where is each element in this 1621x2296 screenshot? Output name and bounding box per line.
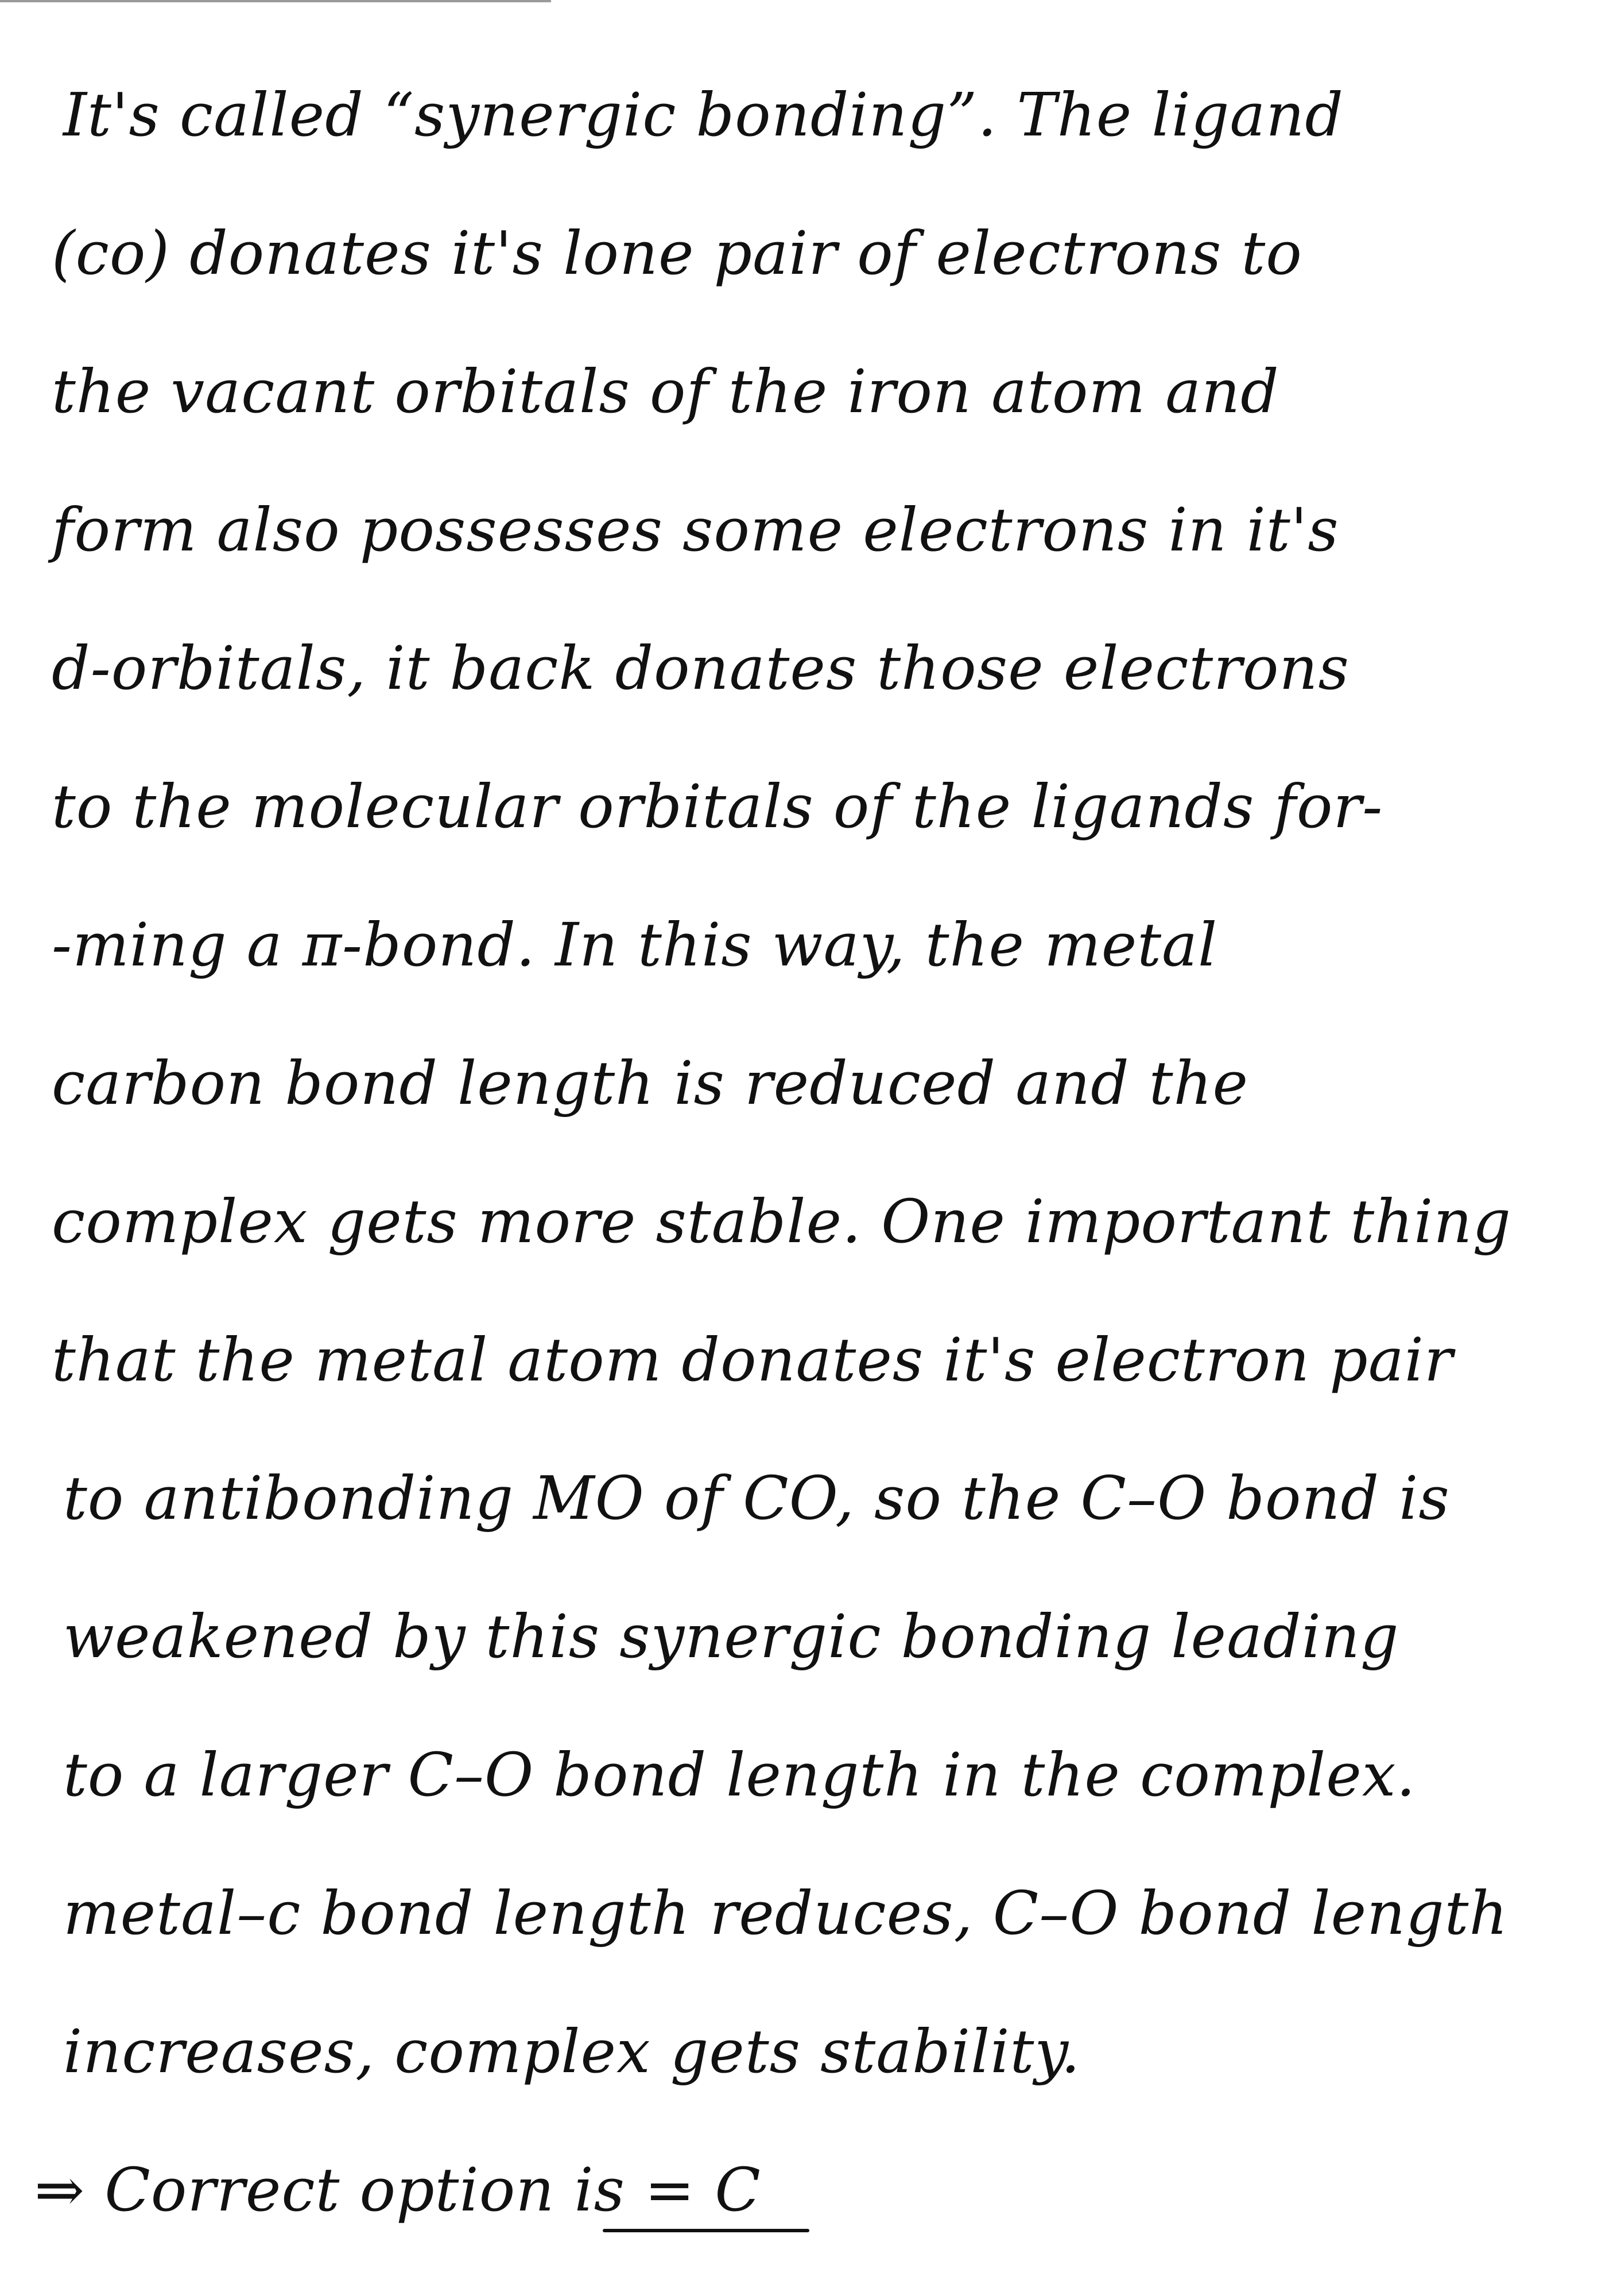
top-rule [0,0,551,2]
text-line-12: weakened by this synergic bonding leading [63,1601,1399,1671]
text-line-8: carbon bond length is reduced and the [52,1048,1249,1118]
text-line-5: d-orbitals, it back donates those electrons [52,633,1349,703]
text-line-9: complex gets more stable. One important thing [52,1186,1511,1256]
answer-line: ⇒ Correct option is = C [34,2155,761,2225]
text-line-7: -ming a π-bond. In this way, the metal [52,910,1218,980]
answer-underline [603,2229,809,2232]
text-line-3: the vacant orbitals of the iron atom and [52,356,1279,426]
text-line-6: to the molecular orbitals of the ligands for- [52,771,1383,841]
text-line-13: to a larger C–O bond length in the complex. [63,1740,1416,1810]
text-line-15: increases, complex gets stability. [63,2016,1081,2086]
text-line-14: metal–c bond length reduces, C–O bond length [63,1878,1508,1948]
text-line-4: form also possesses some electrons in it's [52,495,1339,565]
text-line-10: that the metal atom donates it's electron pair [52,1325,1453,1395]
text-line-11: to antibonding MO of CO, so the C–O bond is [63,1463,1450,1533]
text-line-1: It's called “synergic bonding”. The ligand [63,80,1344,150]
text-line-2: (co) donates it's lone pair of electrons to [52,218,1302,288]
